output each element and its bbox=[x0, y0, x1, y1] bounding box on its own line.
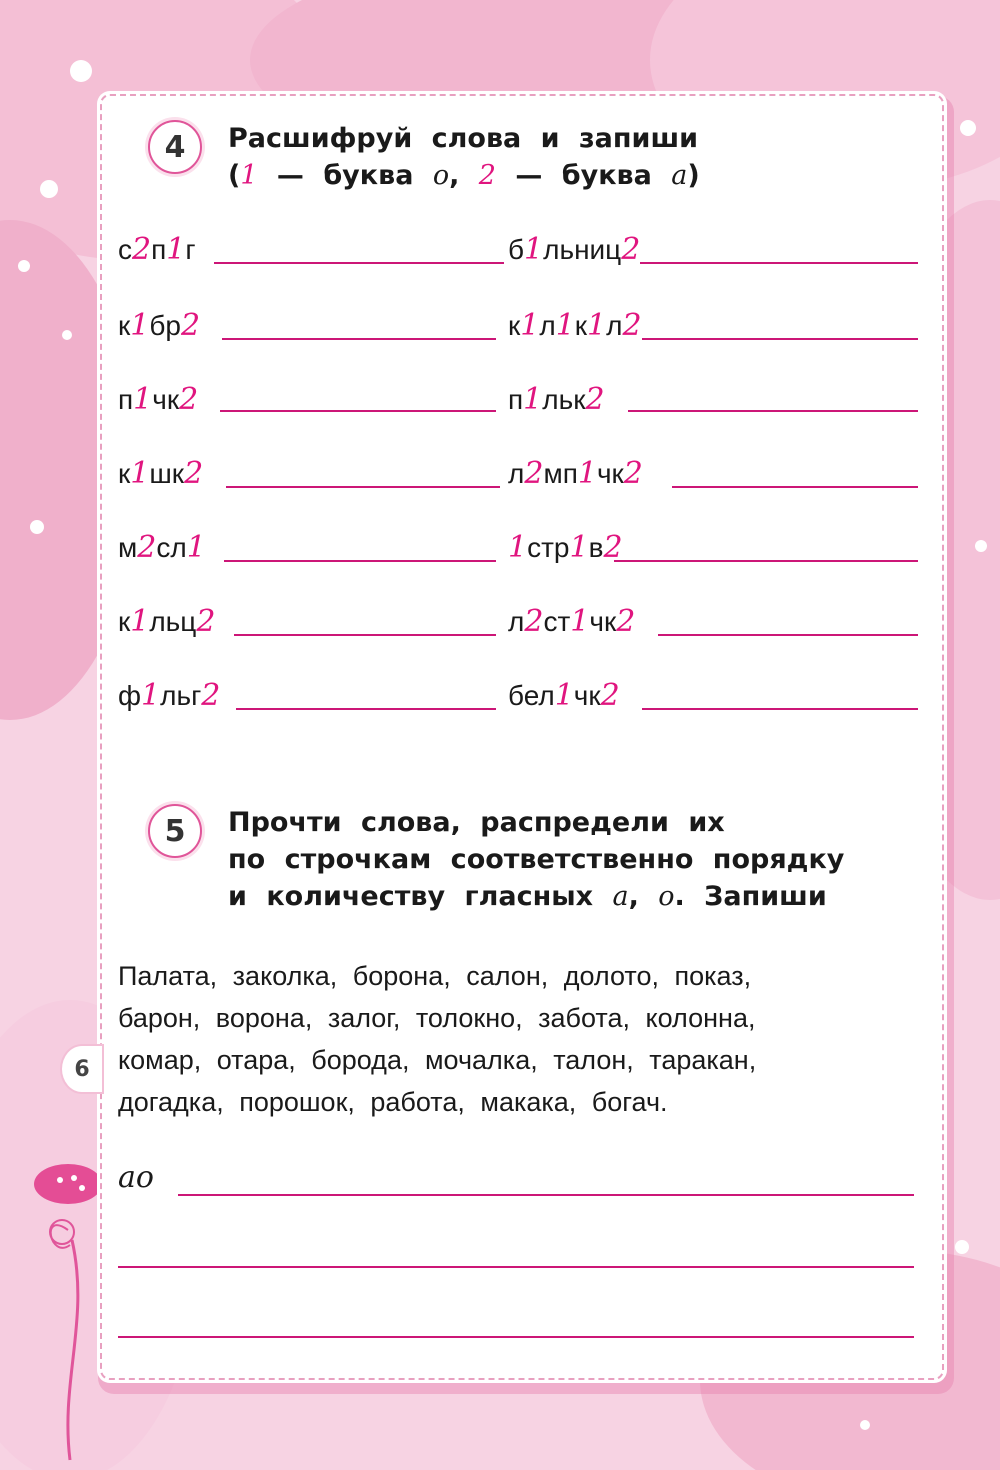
word-letters: бр bbox=[149, 310, 181, 341]
code-digit: 1 bbox=[133, 382, 153, 417]
code-digit: 1 bbox=[166, 232, 186, 267]
word-letters: льк bbox=[542, 384, 586, 415]
coded-word bbox=[508, 678, 620, 714]
word-letters: мп bbox=[543, 458, 578, 489]
flower-decoration bbox=[0, 1120, 110, 1470]
code-digit: 1 bbox=[130, 456, 150, 491]
answer-line[interactable] bbox=[642, 338, 918, 340]
task-5-line-1: Прочти слова, распредели их bbox=[228, 807, 725, 838]
code-digit: 2 bbox=[180, 308, 201, 343]
coded-word bbox=[118, 530, 206, 566]
word-letters: к bbox=[118, 310, 131, 341]
word-letters: льниц bbox=[543, 234, 622, 265]
word-list-line: барон, ворона, залог, толокно, забота, колонна, bbox=[118, 1003, 756, 1033]
code-digit: 1 bbox=[555, 308, 575, 343]
answer-line[interactable] bbox=[640, 262, 918, 264]
code-digit: 2 bbox=[621, 232, 641, 267]
coded-word bbox=[508, 382, 605, 418]
code-digit: 2 bbox=[603, 530, 623, 565]
word-letters: к bbox=[508, 310, 521, 341]
code-digit: 2 bbox=[585, 382, 605, 417]
word-letters: с bbox=[118, 234, 132, 265]
code-digit: 2 bbox=[623, 456, 643, 491]
answer-line[interactable] bbox=[642, 708, 918, 710]
coded-word bbox=[508, 530, 623, 566]
word-letters: чк bbox=[152, 384, 180, 415]
code-digit: 1 bbox=[577, 456, 597, 491]
coded-word bbox=[118, 308, 200, 344]
task-4-instructions bbox=[228, 120, 700, 194]
code-digit: 1 bbox=[569, 530, 589, 565]
task-5-header bbox=[148, 804, 844, 915]
code-digit: 1 bbox=[130, 308, 150, 343]
task-5-instructions bbox=[228, 804, 844, 915]
word-letters: чк bbox=[589, 606, 617, 637]
code-digit: 2 bbox=[524, 604, 544, 639]
code-digit: 1 bbox=[186, 530, 206, 565]
page-number: 6 bbox=[62, 1046, 102, 1092]
code-digit: 2 bbox=[137, 530, 157, 565]
coded-word bbox=[118, 678, 220, 714]
word-letters: л bbox=[539, 310, 556, 341]
answer-line[interactable] bbox=[234, 634, 496, 636]
word-letters: ст bbox=[543, 606, 571, 637]
word-list-line: догадка, порошок, работа, макака, богач. bbox=[118, 1087, 668, 1117]
code-digit: 1 bbox=[130, 604, 150, 639]
code-digit: 2 bbox=[622, 308, 642, 343]
code-digit: 2 bbox=[179, 382, 199, 417]
code-digit: 2 bbox=[524, 456, 544, 491]
code-digit: 2 bbox=[132, 232, 152, 267]
coded-word bbox=[118, 382, 198, 418]
worksheet-card bbox=[100, 94, 944, 1380]
code-digit: 1 bbox=[520, 308, 540, 343]
word-letters: в bbox=[588, 532, 604, 563]
answer-line[interactable] bbox=[672, 486, 918, 488]
answer-line[interactable] bbox=[224, 560, 496, 562]
answer-line[interactable] bbox=[226, 486, 500, 488]
task-4-header bbox=[148, 120, 700, 194]
word-list-line: Палата, заколка, борона, салон, долото, показ, bbox=[118, 961, 752, 991]
code-digit: 2 bbox=[184, 456, 204, 491]
task-4-legend: (1 — буква о, 2 — буква а) bbox=[228, 160, 700, 191]
answer-line-2[interactable] bbox=[118, 1266, 914, 1268]
word-letters: бел bbox=[508, 680, 555, 711]
word-letters: сл bbox=[156, 532, 187, 563]
code-digit: 2 bbox=[201, 678, 221, 713]
code-digit: 1 bbox=[141, 678, 161, 713]
word-letters: п bbox=[118, 384, 134, 415]
coded-word bbox=[118, 232, 196, 268]
word-letters: л bbox=[606, 310, 623, 341]
word-letters: ф bbox=[118, 680, 142, 711]
code-digit: 1 bbox=[524, 232, 544, 267]
task-5-number: 5 bbox=[148, 804, 202, 858]
word-letters: г bbox=[185, 234, 196, 265]
answer-line[interactable] bbox=[658, 634, 918, 636]
word-letters: п bbox=[151, 234, 167, 265]
code-digit: 1 bbox=[554, 678, 574, 713]
word-letters: к bbox=[574, 310, 588, 341]
coded-word bbox=[508, 604, 635, 640]
word-letters: чк bbox=[573, 680, 601, 711]
word-letters: л bbox=[508, 606, 525, 637]
task-4-title: Расшифруй слова и запиши bbox=[228, 123, 699, 154]
answer-line[interactable] bbox=[628, 410, 918, 412]
code-digit: 1 bbox=[570, 604, 590, 639]
word-letters: льц bbox=[149, 606, 197, 637]
task-4-number: 4 bbox=[148, 120, 202, 174]
word-list-paragraph bbox=[118, 955, 858, 1123]
answer-line[interactable] bbox=[614, 560, 918, 562]
code-digit: 1 bbox=[523, 382, 543, 417]
code-digit: 2 bbox=[196, 604, 216, 639]
word-letters: шк bbox=[149, 458, 185, 489]
answer-line-3[interactable] bbox=[118, 1336, 914, 1338]
word-letters: к bbox=[118, 458, 131, 489]
word-letters: м bbox=[118, 532, 138, 563]
answer-label-ao: ао bbox=[118, 1160, 154, 1195]
answer-line[interactable] bbox=[214, 262, 504, 264]
answer-line[interactable] bbox=[236, 708, 496, 710]
word-letters: п bbox=[508, 384, 524, 415]
code-digit: 2 bbox=[600, 678, 620, 713]
code-digit: 2 bbox=[616, 604, 636, 639]
code-digit: 1 bbox=[587, 308, 607, 343]
coded-word bbox=[508, 456, 643, 492]
word-list-line: комар, отара, борода, мочалка, талон, таракан, bbox=[118, 1045, 757, 1075]
answer-line[interactable] bbox=[220, 410, 496, 412]
coded-word bbox=[508, 232, 640, 268]
answer-line[interactable] bbox=[222, 338, 496, 340]
word-letters: л bbox=[508, 458, 525, 489]
code-digit: 1 bbox=[508, 530, 528, 565]
word-letters: б bbox=[508, 234, 525, 265]
answer-line-ao[interactable] bbox=[178, 1194, 914, 1196]
word-letters: стр bbox=[527, 532, 570, 563]
word-letters: льг bbox=[160, 680, 202, 711]
task-5-line-3: и количеству гласных а, о. Запиши bbox=[228, 881, 827, 912]
coded-word bbox=[118, 456, 203, 492]
coded-word bbox=[508, 308, 642, 344]
task-5-line-2: по строчкам соответственно порядку bbox=[228, 844, 845, 875]
coded-word bbox=[118, 604, 215, 640]
word-letters: к bbox=[118, 606, 131, 637]
word-letters: чк bbox=[596, 458, 624, 489]
